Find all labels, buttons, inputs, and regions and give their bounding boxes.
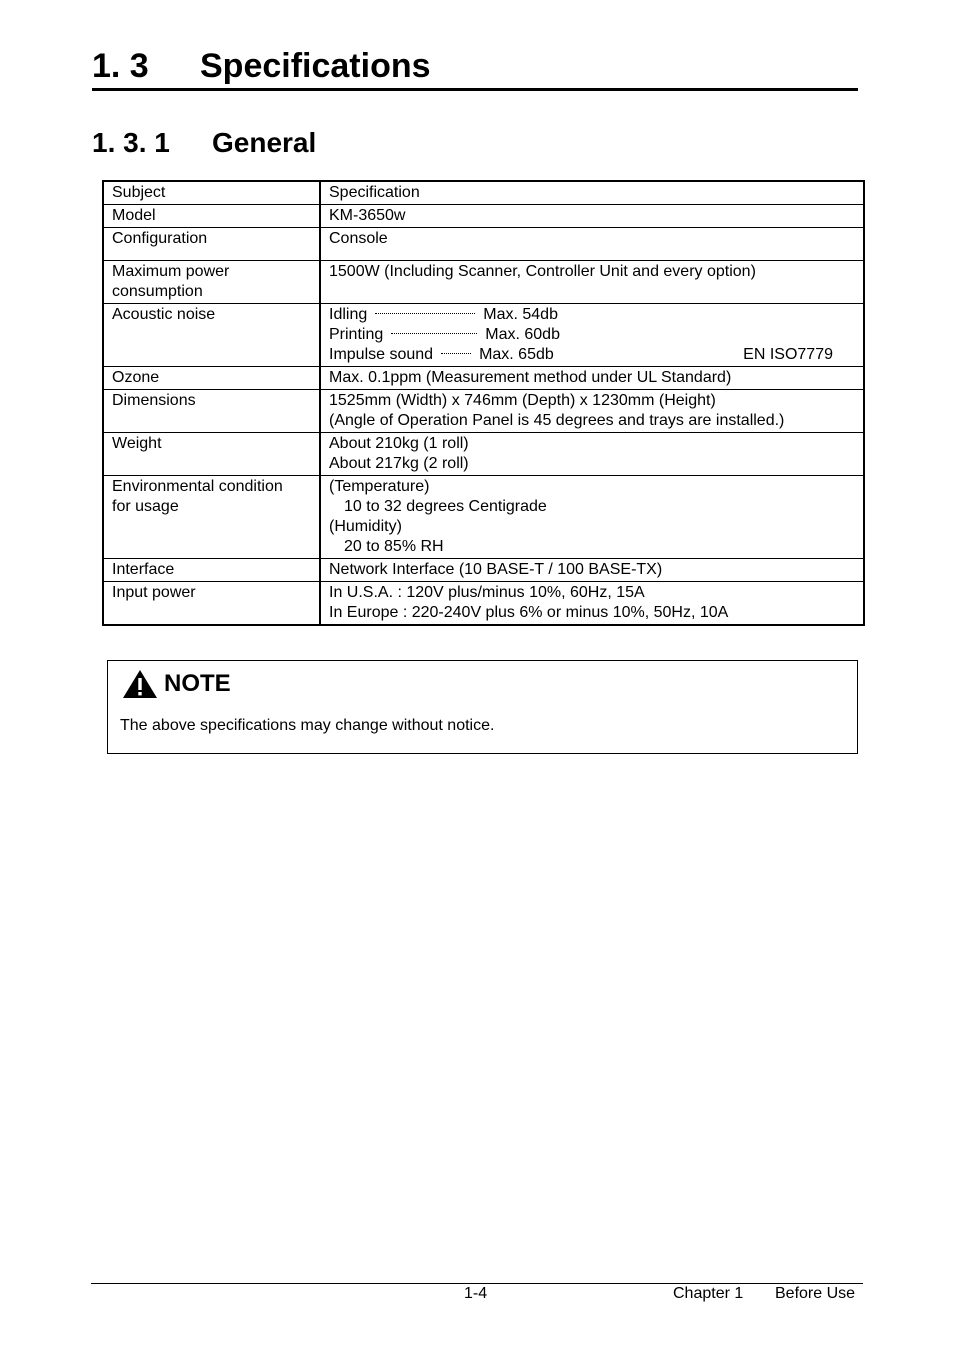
row-subject: Weight bbox=[103, 433, 320, 476]
spec-line: (Humidity) bbox=[329, 518, 402, 535]
note-header bbox=[122, 669, 231, 699]
row-spec bbox=[320, 582, 864, 626]
table-row bbox=[103, 367, 864, 390]
row-subject: Model bbox=[103, 205, 320, 228]
subsection-heading bbox=[92, 125, 316, 161]
table-row bbox=[103, 559, 864, 582]
table-row bbox=[103, 476, 864, 559]
noise-printing bbox=[329, 325, 855, 345]
dot-leader bbox=[375, 313, 475, 314]
table-row bbox=[103, 228, 864, 261]
row-spec: 1500W (Including Scanner, Controller Unit and every option) bbox=[320, 261, 864, 304]
row-spec bbox=[320, 304, 864, 367]
spec-table bbox=[102, 180, 865, 626]
noise-label: Idling bbox=[329, 306, 368, 323]
noise-standard: EN ISO7779 bbox=[743, 346, 833, 363]
subject-line: Maximum power bbox=[112, 263, 230, 280]
note-box bbox=[107, 660, 858, 754]
spec-line: 10 to 32 degrees Centigrade bbox=[344, 498, 547, 515]
row-spec: Console bbox=[320, 228, 864, 261]
table-row bbox=[103, 261, 864, 304]
spec-line: In U.S.A. : 120V plus/minus 10%, 60Hz, 15A bbox=[329, 584, 645, 601]
noise-value: Max. 65db bbox=[479, 346, 554, 363]
row-subject: Acoustic noise bbox=[103, 304, 320, 367]
row-spec bbox=[320, 390, 864, 433]
table-row bbox=[103, 582, 864, 626]
row-subject bbox=[103, 261, 320, 304]
row-subject: Configuration bbox=[103, 228, 320, 261]
row-subject: Ozone bbox=[103, 367, 320, 390]
section-title: Specifications bbox=[200, 47, 431, 85]
subsection-title: General bbox=[212, 127, 317, 158]
section-number: 1. 3 bbox=[92, 47, 149, 85]
column-header-subject: Subject bbox=[103, 181, 320, 205]
column-header-spec: Specification bbox=[320, 181, 864, 205]
noise-idling bbox=[329, 305, 855, 325]
row-spec: KM-3650w bbox=[320, 205, 864, 228]
row-subject: Input power bbox=[103, 582, 320, 626]
footer-chapter-title: Before Use bbox=[775, 1285, 856, 1302]
spec-line: 20 to 85% RH bbox=[344, 538, 444, 555]
noise-label: Impulse sound bbox=[329, 346, 434, 363]
table-row bbox=[103, 205, 864, 228]
noise-label: Printing bbox=[329, 326, 384, 343]
table-row bbox=[103, 304, 864, 367]
spec-line: In Europe : 220-240V plus 6% or minus 10%, 50Hz, 10A bbox=[329, 604, 729, 621]
warning-triangle-icon bbox=[122, 669, 158, 699]
note-text: The above specifications may change without notice. bbox=[120, 717, 495, 734]
page-number: 1-4 bbox=[464, 1285, 488, 1302]
subject-line: Environmental condition bbox=[112, 478, 283, 495]
spec-line: About 217kg (2 roll) bbox=[329, 455, 469, 472]
subsection-number: 1. 3. 1 bbox=[92, 127, 170, 158]
table-row bbox=[103, 433, 864, 476]
footer-divider bbox=[91, 1283, 863, 1284]
subject-line: consumption bbox=[112, 283, 203, 300]
table-row bbox=[103, 390, 864, 433]
noise-value: Max. 54db bbox=[483, 306, 558, 323]
dot-leader bbox=[441, 353, 471, 354]
row-subject bbox=[103, 476, 320, 559]
spec-line: 1525mm (Width) x 746mm (Depth) x 1230mm (Height) bbox=[329, 392, 716, 409]
row-spec: Max. 0.1ppm (Measurement method under UL Standard) bbox=[320, 367, 864, 390]
noise-impulse bbox=[329, 345, 855, 365]
row-subject: Interface bbox=[103, 559, 320, 582]
noise-value: Max. 60db bbox=[485, 326, 560, 343]
row-spec bbox=[320, 433, 864, 476]
subject-line: for usage bbox=[112, 498, 179, 515]
row-spec: Network Interface (10 BASE-T / 100 BASE-TX) bbox=[320, 559, 864, 582]
note-title: NOTE bbox=[164, 670, 231, 697]
row-spec bbox=[320, 476, 864, 559]
spec-line: About 210kg (1 roll) bbox=[329, 435, 469, 452]
page-title bbox=[92, 44, 858, 91]
spec-line: (Angle of Operation Panel is 45 degrees and trays are installed.) bbox=[329, 412, 785, 429]
spec-line: (Temperature) bbox=[329, 478, 430, 495]
row-subject: Dimensions bbox=[103, 390, 320, 433]
table-header-row bbox=[103, 181, 864, 205]
footer-chapter: Chapter 1 bbox=[673, 1285, 744, 1302]
dot-leader bbox=[391, 333, 477, 334]
